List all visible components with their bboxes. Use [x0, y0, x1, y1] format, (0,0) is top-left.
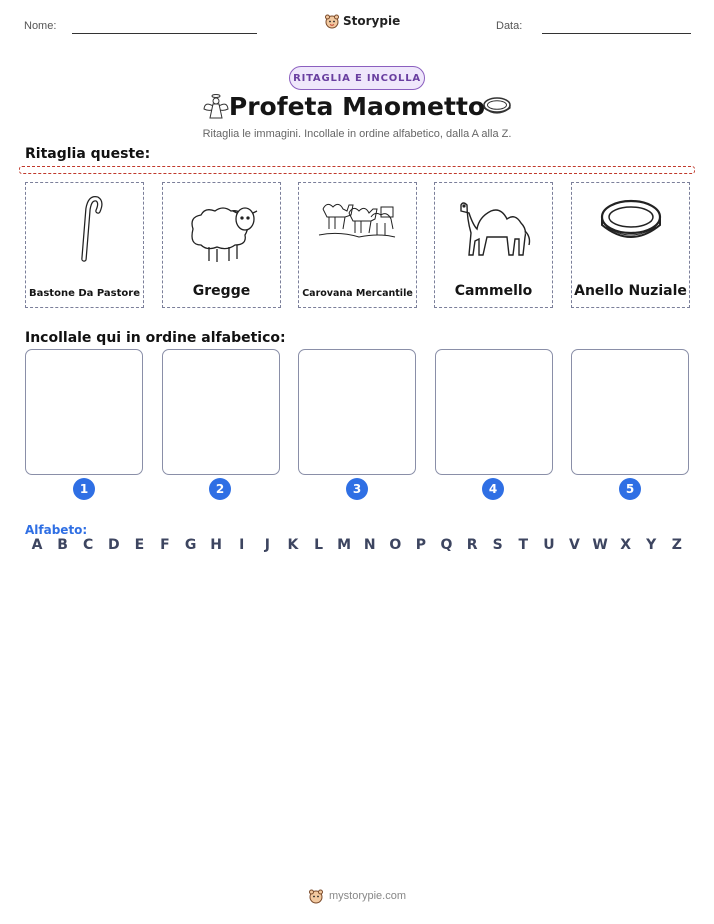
cut-dashed-line: [19, 166, 695, 174]
slot-number-2: 2: [209, 478, 231, 500]
date-label: Data:: [496, 20, 523, 32]
instructions: Ritaglia le immagini. Incollale in ordine alfabetico, dalla A alla Z.: [202, 128, 512, 140]
alphabet-letter: G: [184, 537, 197, 553]
alphabet-letter: V: [569, 537, 580, 553]
alphabet-letter: X: [620, 537, 632, 553]
cut-card-caravan[interactable]: [298, 182, 417, 308]
paste-box-3[interactable]: [298, 349, 416, 475]
sheep-icon: [163, 189, 280, 273]
name-write-line: [72, 33, 257, 34]
footer: [0, 888, 714, 904]
ring-icon: [482, 95, 512, 117]
ring-icon: [572, 189, 689, 273]
card-label: Gregge: [192, 283, 251, 299]
alphabet-letter: A: [31, 537, 43, 553]
card-label: Anello Nuziale: [574, 283, 687, 299]
alphabet-row: [25, 537, 689, 553]
alphabet-letter: Z: [671, 537, 682, 553]
cut-card-camel[interactable]: [434, 182, 553, 308]
alphabet-letter: D: [107, 537, 120, 553]
activity-badge: RITAGLIA E INCOLLA: [289, 66, 425, 90]
paste-box-4[interactable]: [435, 349, 553, 475]
brand-name: Storypie: [343, 14, 401, 28]
caravan-icon: [299, 189, 416, 273]
paste-box-2[interactable]: [162, 349, 280, 475]
paste-box-1[interactable]: [25, 349, 143, 475]
cut-card-shepherd-staff[interactable]: [25, 182, 144, 308]
alphabet-letter: W: [592, 537, 608, 553]
alphabet-letter: Q: [440, 537, 453, 553]
name-label: Nome:: [24, 20, 57, 32]
cut-card-flock[interactable]: [162, 182, 281, 308]
alphabet-letter: I: [239, 537, 245, 553]
card-label: Bastone Da Pastore: [28, 288, 140, 299]
card-label: Cammello: [454, 283, 533, 299]
paste-box-5[interactable]: [571, 349, 689, 475]
alphabet-letter: R: [466, 537, 478, 553]
alphabet-letter: L: [314, 537, 323, 553]
alphabet-letter: T: [518, 537, 529, 553]
date-write-line: [542, 33, 691, 34]
footer-url[interactable]: mystorypie.com: [328, 890, 407, 902]
card-label: Carovana Mercantile: [302, 288, 413, 299]
storypie-mascot-icon: [324, 13, 340, 29]
alphabet-letter: U: [543, 537, 555, 553]
slot-number-3: 3: [346, 478, 368, 500]
page-title: Profeta Maometto: [228, 92, 486, 121]
slot-number-5: 5: [619, 478, 641, 500]
alphabet-letter: E: [134, 537, 145, 553]
alphabet-letter: M: [337, 537, 352, 553]
alphabet-letter: N: [363, 537, 376, 553]
alphabet-letter: C: [83, 537, 94, 553]
alphabet-letter: O: [389, 537, 402, 553]
shepherd-staff-icon: [26, 189, 143, 273]
slot-number-1: 1: [73, 478, 95, 500]
storypie-mascot-icon: [308, 888, 324, 904]
paste-section-heading: Incollale qui in ordine alfabetico:: [25, 330, 286, 346]
alphabet-label: Alfabeto:: [25, 523, 88, 537]
camel-icon: [435, 189, 552, 273]
brand-logo: [324, 13, 400, 29]
slot-number-4: 4: [482, 478, 504, 500]
alphabet-letter: B: [57, 537, 68, 553]
alphabet-letter: K: [287, 537, 299, 553]
alphabet-letter: Y: [646, 537, 657, 553]
alphabet-letter: F: [160, 537, 170, 553]
alphabet-letter: J: [264, 537, 270, 553]
alphabet-letter: H: [210, 537, 223, 553]
cut-card-wedding-ring[interactable]: [571, 182, 690, 308]
alphabet-letter: P: [415, 537, 427, 553]
alphabet-letter: S: [492, 537, 503, 553]
cut-section-heading: Ritaglia queste:: [25, 146, 151, 162]
